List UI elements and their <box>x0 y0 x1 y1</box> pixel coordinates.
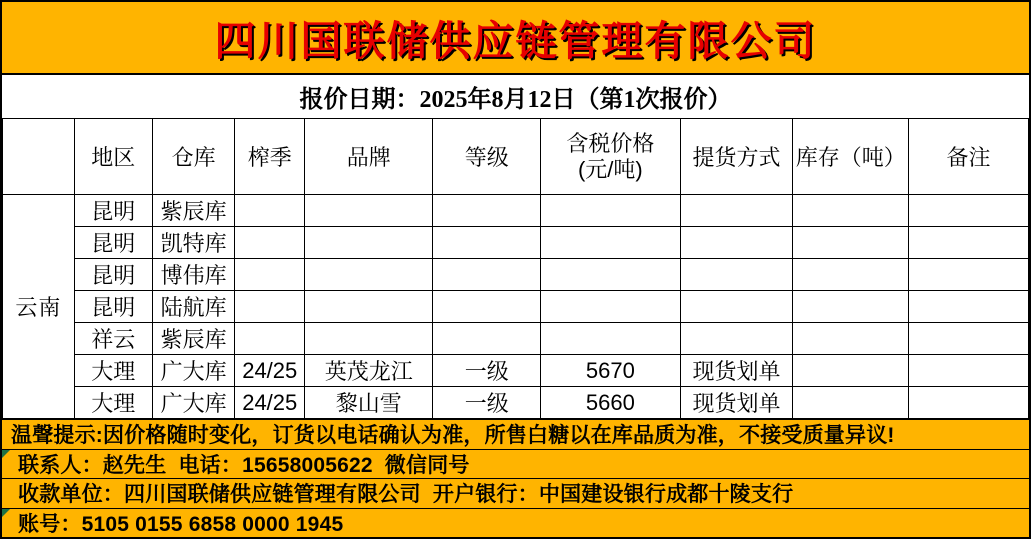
cell-brand <box>305 291 433 323</box>
cell-stock <box>793 291 908 323</box>
cell-pickup: 现货划单 <box>680 387 793 419</box>
header-cell-grade: 等级 <box>433 119 541 195</box>
cell-price <box>541 323 681 355</box>
header-price-line2: (元/吨) <box>577 156 643 182</box>
table-row <box>3 355 1029 387</box>
cell-season <box>235 259 305 291</box>
cell-warehouse: 广大库 <box>152 387 235 419</box>
account-text: 账号：5105 0155 6858 0000 1945 <box>18 512 344 536</box>
cell-season: 24/25 <box>235 355 305 387</box>
contact-text: 联系人：赵先生 电话：15658005622 微信同号 <box>18 453 470 477</box>
cell-region: 昆明 <box>74 195 152 227</box>
cell-price: 5670 <box>541 355 681 387</box>
cell-warehouse: 紫辰库 <box>152 195 235 227</box>
cell-stock <box>793 387 908 419</box>
cell-stock <box>793 195 908 227</box>
company-name: 四川国联储供应链管理有限公司 <box>214 18 817 64</box>
cell-brand: 英茂龙江 <box>305 355 433 387</box>
quote-table <box>2 118 1029 419</box>
cell-remark <box>908 355 1028 387</box>
table-row <box>3 291 1029 323</box>
cell-region: 祥云 <box>74 323 152 355</box>
cell-pickup <box>680 227 793 259</box>
cell-warehouse: 博伟库 <box>152 259 235 291</box>
cell-region: 大理 <box>74 355 152 387</box>
cell-error-indicator-icon <box>2 509 10 517</box>
header-cell-stock: 库存（吨） <box>793 119 908 195</box>
cell-grade <box>433 195 541 227</box>
notice-row <box>2 419 1029 449</box>
cell-error-indicator-icon <box>2 450 10 458</box>
cell-remark <box>908 259 1028 291</box>
cell-grade <box>433 323 541 355</box>
cell-pickup <box>680 259 793 291</box>
cell-stock <box>793 323 908 355</box>
header-cell-remark: 备注 <box>908 119 1028 195</box>
cell-brand <box>305 259 433 291</box>
payee-row <box>2 478 1029 508</box>
cell-price: 5660 <box>541 387 681 419</box>
contact-row <box>2 449 1029 479</box>
cell-pickup <box>680 323 793 355</box>
cell-grade <box>433 259 541 291</box>
table-row <box>3 227 1029 259</box>
notice-text: 温聲提示:因价格随时变化，订货以电话确认为准，所售白糖以在库品质为准，不接受质量异议! <box>11 424 895 448</box>
cell-region: 昆明 <box>74 291 152 323</box>
cell-season <box>235 323 305 355</box>
cell-warehouse: 紫辰库 <box>152 323 235 355</box>
cell-region: 昆明 <box>74 259 152 291</box>
table-row <box>3 387 1029 419</box>
table-header-row <box>3 119 1029 195</box>
cell-remark <box>908 387 1028 419</box>
cell-remark <box>908 291 1028 323</box>
cell-grade: 一级 <box>433 355 541 387</box>
payee-text: 收款单位：四川国联储供应链管理有限公司 开户银行：中国建设银行成都十陵支行 <box>18 483 794 507</box>
header-cell-empty <box>3 119 75 195</box>
header-cell-brand: 品牌 <box>305 119 433 195</box>
cell-warehouse: 凯特库 <box>152 227 235 259</box>
cell-pickup <box>680 195 793 227</box>
cell-season: 24/25 <box>235 387 305 419</box>
quote-date-band <box>2 75 1029 118</box>
account-row <box>2 508 1029 538</box>
cell-pickup: 现货划单 <box>680 355 793 387</box>
cell-pickup <box>680 291 793 323</box>
header-cell-price <box>541 119 681 195</box>
cell-season <box>235 227 305 259</box>
cell-price <box>541 227 681 259</box>
header-cell-pickup: 提货方式 <box>680 119 793 195</box>
cell-grade <box>433 227 541 259</box>
header-cell-warehouse: 仓库 <box>152 119 235 195</box>
header-price-line1: 含税价格 <box>566 131 655 157</box>
cell-price <box>541 195 681 227</box>
table-row <box>3 259 1029 291</box>
cell-region: 昆明 <box>74 227 152 259</box>
quote-date-text: 报价日期：2025年8月12日（第1次报价） <box>299 87 732 113</box>
cell-remark <box>908 227 1028 259</box>
cell-region: 大理 <box>74 387 152 419</box>
cell-brand <box>305 323 433 355</box>
cell-remark <box>908 323 1028 355</box>
cell-warehouse: 陆航库 <box>152 291 235 323</box>
cell-brand <box>305 227 433 259</box>
table-row <box>3 195 1029 227</box>
cell-brand: 黎山雪 <box>305 387 433 419</box>
company-title-band <box>2 2 1029 75</box>
cell-stock <box>793 355 908 387</box>
region-group-cell: 云南 <box>3 195 75 419</box>
cell-season <box>235 291 305 323</box>
cell-price <box>541 259 681 291</box>
cell-stock <box>793 227 908 259</box>
cell-warehouse: 广大库 <box>152 355 235 387</box>
header-cell-season: 榨季 <box>235 119 305 195</box>
table-row <box>3 323 1029 355</box>
cell-brand <box>305 195 433 227</box>
cell-stock <box>793 259 908 291</box>
cell-price <box>541 291 681 323</box>
cell-grade <box>433 291 541 323</box>
header-cell-region: 地区 <box>74 119 152 195</box>
cell-remark <box>908 195 1028 227</box>
cell-season <box>235 195 305 227</box>
cell-grade: 一级 <box>433 387 541 419</box>
